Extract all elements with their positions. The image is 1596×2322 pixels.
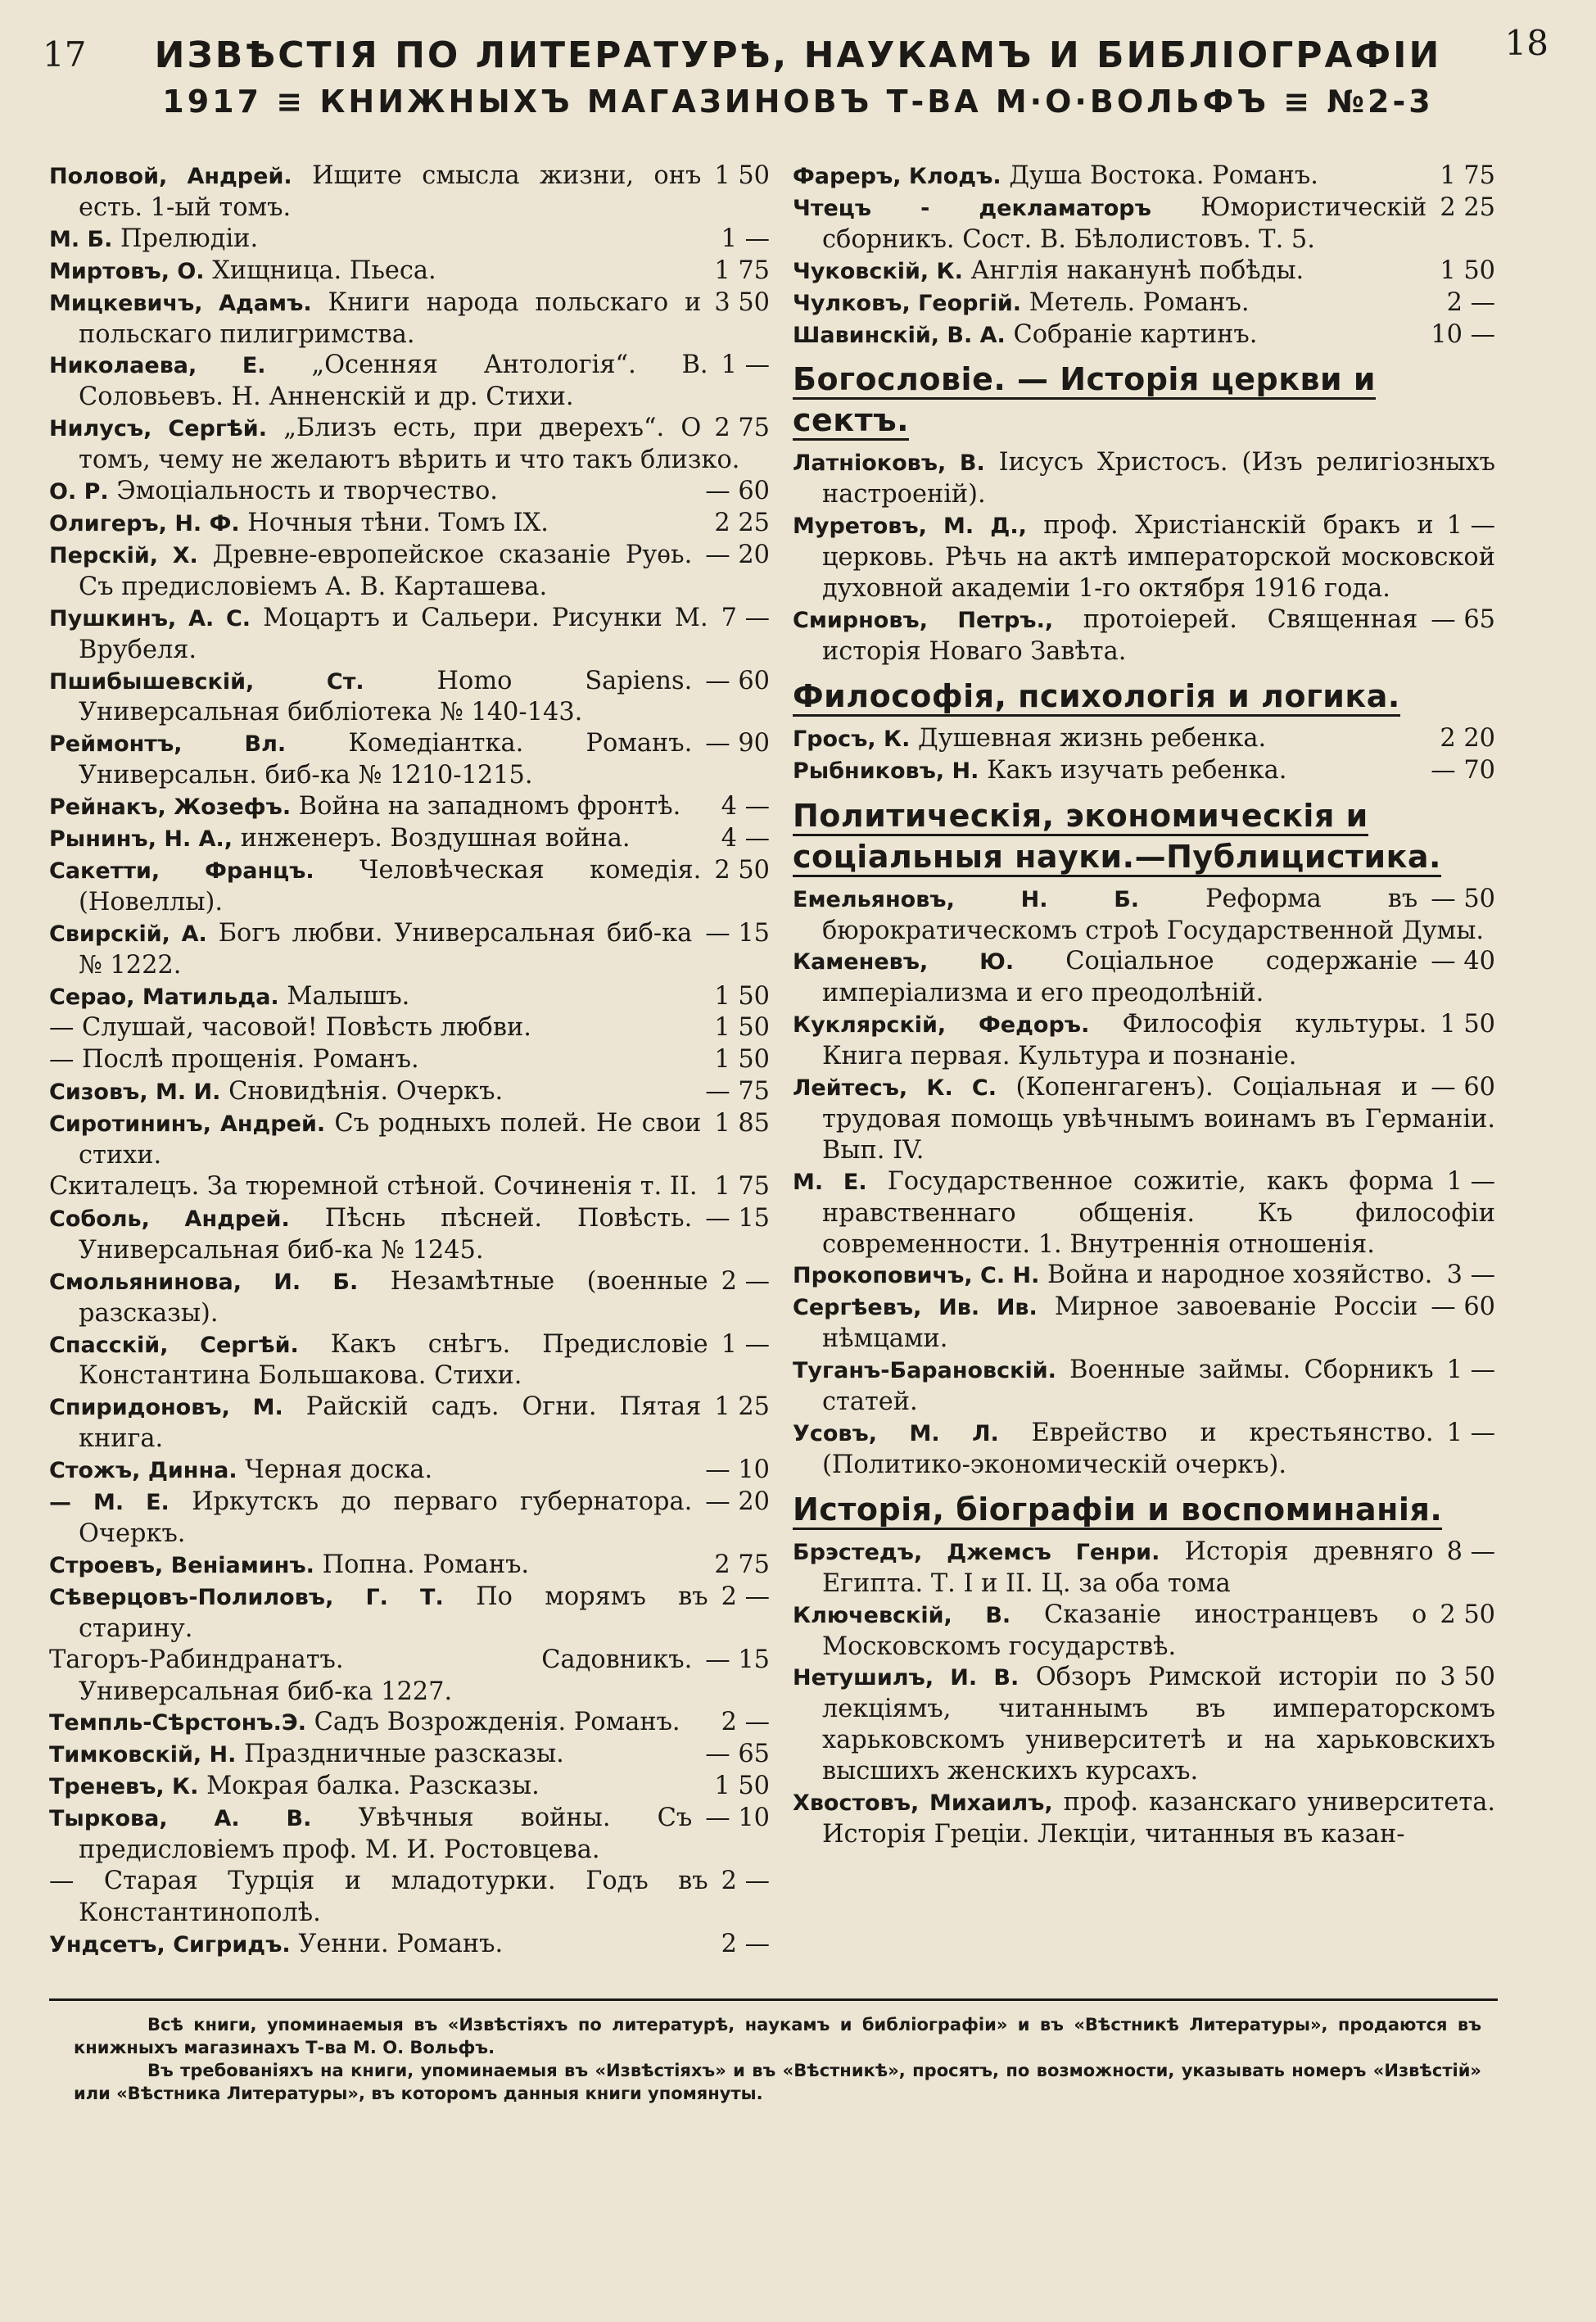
book-entry [793, 447, 1495, 510]
book-author: Пшибышевскій, Ст. [49, 668, 364, 695]
book-author: Сизовъ, М. И. [49, 1080, 221, 1106]
book-entry [49, 1076, 770, 1108]
book-author: М. Б. [49, 226, 113, 252]
book-entry [793, 1260, 1495, 1292]
book-entry [49, 1739, 770, 1771]
book-entry [793, 1166, 1495, 1261]
book-price: 4 — [721, 824, 770, 853]
book-entry [49, 1550, 770, 1582]
book-title: проф. казанскаго университета. Исторія Греціи. Лекціи, читанныя въ казан- [822, 1788, 1496, 1849]
book-author: Латніоковъ, В. [793, 450, 985, 477]
book-title: Собраніе картинъ. [1013, 319, 1258, 349]
book-entry [793, 192, 1495, 256]
book-price: — 15 [705, 1203, 770, 1233]
book-title: Какъ снѣгъ. Предисловіе Константина Большакова. Стихи. [79, 1329, 708, 1391]
book-author: Хвостовъ, Михаилъ, [793, 1790, 1053, 1817]
book-price: — 60 [705, 666, 770, 695]
section-heading-text: Богословіе. — Исторія церкви и сектъ. [793, 361, 1376, 441]
book-entry [49, 350, 770, 413]
book-title: (Копенгагенъ). Соціальная и трудовая помощь увѣчнымъ воинамъ въ Германіи. Вып. IV. [822, 1073, 1495, 1165]
book-entry [793, 946, 1495, 1009]
masthead-title: ИЗВѢСТІЯ ПО ЛИТЕРАТУРѢ, НАУКАМЪ И БИБЛІОГРАФІИ [154, 34, 1442, 76]
book-entry [793, 1292, 1495, 1355]
book-price: 1 50 [1440, 256, 1495, 285]
book-entry [49, 1866, 770, 1929]
book-price: — 90 [705, 729, 770, 758]
book-title: Война и народное хозяйство. [1047, 1261, 1433, 1290]
book-author: Гросъ, К. [793, 726, 911, 752]
book-entry [793, 604, 1495, 668]
right-column [793, 161, 1495, 1850]
book-title: — Послѣ прощенія. Романъ. [49, 1045, 419, 1075]
book-price: 10 — [1431, 319, 1495, 349]
book-title: Ищите смысла жизни, онъ есть. 1-ый томъ. [79, 161, 702, 222]
book-price: 1 50 [1440, 1010, 1495, 1039]
book-title: Праздничные разсказы. [244, 1740, 564, 1769]
book-price: 3 — [1446, 1261, 1495, 1290]
book-author: Миртовъ, О. [49, 258, 205, 284]
book-author: Нилусъ, Сергѣй. [49, 416, 267, 442]
book-entry [793, 510, 1495, 604]
book-entry [793, 256, 1495, 287]
book-title: Уенни. Романъ. [298, 1929, 504, 1958]
book-entry [793, 1662, 1495, 1787]
book-author: Чтецъ - декламаторъ [793, 195, 1151, 221]
book-author: Усовъ, М. Л. [793, 1421, 999, 1446]
book-title: Комедіантка. Романъ. Универсальн. биб-ка № 1210-1215. [79, 729, 693, 790]
book-author: М. Е. [793, 1169, 867, 1195]
book-author: Сергѣевъ, Ив. Ив. [793, 1295, 1038, 1321]
book-title: — Слушай, часовой! Повѣсть любви. [49, 1013, 531, 1043]
book-price: — 15 [705, 918, 770, 948]
book-author: Пушкинъ, А. С. [49, 605, 251, 631]
book-entry [49, 1455, 770, 1487]
book-title: инженеръ. Воздушная война. [240, 824, 631, 853]
section-heading [793, 1489, 1495, 1530]
book-author: Нетушилъ, И. В. [793, 1665, 1020, 1691]
book-title: проф. Христіанскій бракъ и церковь. Рѣчь на актѣ императорской московской духовной академіи 1-го октября 1916 года. [822, 511, 1495, 604]
book-price: — 60 [1431, 1073, 1495, 1102]
book-title: Книги народа польскаго и польскаго пилигримства. [79, 287, 702, 349]
book-title: Моцартъ и Сальери. Рисунки М. Врубеля. [79, 603, 708, 664]
book-author: Сакетти, Францъ. [49, 858, 314, 884]
book-entry [49, 476, 770, 508]
book-title: По морямъ въ старину. [79, 1582, 708, 1643]
book-price: 2 — [721, 1708, 770, 1737]
book-author: Темпль-Сѣрстонъ.Э. [49, 1710, 306, 1736]
book-price: 2 — [1446, 287, 1495, 317]
book-entry [49, 823, 770, 855]
book-price: 1 75 [714, 256, 770, 285]
book-title: Соціальное содержаніе имперіализма и его преодолѣній. [822, 947, 1418, 1008]
book-entry [49, 1392, 770, 1455]
book-author: Каменевъ, Ю. [793, 949, 1015, 975]
book-entry [49, 1044, 770, 1076]
book-entry [49, 1803, 770, 1866]
book-title: Homo Sapiens. Универсальная библіотека № 140-143. [79, 666, 693, 727]
book-entry [49, 1266, 770, 1329]
book-title: Хищница. Пьеса. [212, 256, 436, 285]
book-price: 1 75 [1440, 161, 1495, 190]
book-entry [49, 791, 770, 823]
book-title: Незамѣтные (военные разсказы). [79, 1266, 708, 1328]
book-title: „Близъ есть, при дверехъ“. О томъ, чему не желаютъ вѣрить и что такъ близко. [79, 414, 740, 475]
book-title: Увѣчныя войны. Съ предисловіемъ проф. М. И. Ростовцева. [79, 1804, 693, 1865]
book-price: 3 50 [1440, 1663, 1495, 1692]
book-entry [793, 1600, 1495, 1663]
book-author: Серао, Матильда. [49, 984, 279, 1010]
book-entry [793, 884, 1495, 947]
book-author: Куклярскій, Федоръ. [793, 1012, 1090, 1039]
book-price: 1 — [721, 224, 770, 253]
book-price: 7 — [721, 603, 770, 632]
book-entry [49, 666, 770, 729]
footer-paragraph-1: Всѣ книги, упоминаемыя въ «Извѣстіяхъ по литературѣ, наукамъ и библіографіи» и въ «Вѣстникѣ Литературы», продаются въ книжныхъ магазинахъ Т-ва М. О. Вольфъ. [74, 2015, 1481, 2057]
book-title: Ночныя тѣни. Томъ IX. [247, 508, 549, 537]
book-title: Какъ изучать ребенка. [987, 755, 1287, 785]
book-author: Строевъ, Веніаминъ. [49, 1552, 314, 1578]
book-title: Юмористическій сборникъ. Сост. В. Бѣлолистовъ. Т. 5. [822, 192, 1427, 254]
page-number-right: 18 [1504, 23, 1549, 63]
section-heading [793, 676, 1495, 717]
book-entry [793, 755, 1495, 787]
book-title: — Старая Турція и младотурки. Годъ въ Константинополѣ. [49, 1866, 708, 1927]
book-author: Николаева, Е. [49, 353, 266, 379]
masthead-subtitle: 1917 ≡ КНИЖНЫХЪ МАГАЗИНОВЪ Т-ВА М·О·ВОЛЬФЪ ≡ №2-3 [162, 84, 1434, 120]
book-price: 1 — [1446, 511, 1495, 541]
book-price: 2 50 [714, 855, 770, 885]
book-title: „Осенняя Антологія“. В. Соловьевъ. Н. Анненскій и др. Стихи. [79, 351, 708, 412]
book-author: Муретовъ, М. Д., [793, 514, 1027, 540]
book-price: — 70 [1431, 755, 1495, 785]
book-title: Мирное завоеваніе Россіи нѣмцами. [822, 1292, 1418, 1354]
book-author: Спиридоновъ, М. [49, 1395, 283, 1421]
book-entry [793, 1355, 1495, 1418]
section-heading-text: Исторія, біографіи и воспоминанія. [793, 1491, 1442, 1530]
book-price: 8 — [1446, 1537, 1495, 1566]
book-price: 2 25 [1440, 192, 1495, 222]
book-author: Ключевскій, В. [793, 1602, 1011, 1628]
book-entry [793, 1537, 1495, 1600]
book-author: — М. Е. [49, 1490, 170, 1516]
book-price: 1 75 [714, 1172, 770, 1201]
book-title: Реформа въ бюрократическомъ строѣ Государственной Думы. [822, 884, 1485, 945]
book-price: 2 25 [714, 508, 770, 537]
book-author: Туганъ-Барановскій. [793, 1358, 1056, 1384]
book-author: Фареръ, Клодъ. [793, 164, 1001, 189]
book-price: 1 — [1446, 1419, 1495, 1447]
book-author: Ундсетъ, Сигридъ. [49, 1931, 291, 1958]
book-author: Реймонтъ, Вл. [49, 731, 287, 758]
book-author: Олигеръ, Н. Ф. [49, 510, 240, 536]
book-author: Чуковскій, К. [793, 258, 963, 284]
book-entry [49, 1329, 770, 1392]
book-entry [49, 1771, 770, 1803]
book-entry [49, 1203, 770, 1266]
book-author: Рейнакъ, Жозефъ. [49, 794, 292, 821]
book-price: — 10 [705, 1455, 770, 1485]
book-title: Иркутскъ до перваго губернатора. Очеркъ. [79, 1487, 693, 1548]
book-price: 3 50 [714, 287, 770, 317]
book-title: Пѣснь пѣсней. Повѣсть. Универсальная биб-ка № 1245. [79, 1203, 693, 1265]
book-author: Смольянинова, И. Б. [49, 1269, 359, 1295]
book-entry [49, 1707, 770, 1739]
book-price: — 65 [705, 1740, 770, 1769]
book-price: 1 25 [714, 1392, 770, 1422]
book-price: 2 — [721, 1929, 770, 1958]
book-price: 1 50 [714, 161, 770, 190]
book-author: Свирскій, А. [49, 921, 207, 947]
book-price: — 60 [1431, 1292, 1495, 1322]
left-column [49, 161, 770, 1961]
book-title: Эмоціальность и творчество. [116, 477, 498, 506]
book-title: Богъ любви. Универсальная биб-ка № 1222. [79, 918, 693, 980]
book-author: Лейтесъ, К. С. [793, 1075, 997, 1102]
book-author: Мицкевичъ, Адамъ. [49, 290, 312, 316]
book-entry [793, 319, 1495, 351]
book-author: Соболь, Андрей. [49, 1206, 290, 1232]
book-title: Война на западномъ фронтѣ. [298, 792, 681, 822]
book-entry [49, 1487, 770, 1550]
book-title: Душевная жизнь ребенка. [918, 723, 1267, 753]
book-entry [49, 287, 770, 351]
book-entry [49, 1171, 770, 1203]
book-title: Попна. Романъ. [322, 1550, 530, 1579]
book-entry [49, 413, 770, 476]
book-price: 1 — [1446, 1166, 1495, 1196]
book-author: Брэстедъ, Джемсъ Генри. [793, 1539, 1160, 1565]
footer-note [74, 2013, 1481, 2105]
book-title: Райскій садъ. Огни. Пятая книга. [79, 1392, 702, 1454]
book-title: Государственное сожитіе, какъ форма нравственнаго общенія. Къ философіи современности. 1. Внутреннія отношенія. [822, 1166, 1495, 1259]
book-title: Съ родныхъ полей. Не свои стихи. [79, 1109, 702, 1170]
book-title: Древне-европейское сказаніе Руѳь. Съ предисловіемъ А. В. Карташева. [79, 540, 693, 601]
book-price: 1 50 [714, 981, 770, 1011]
book-title: Метель. Романъ. [1029, 287, 1250, 317]
book-title: Исторія древняго Египта. Т. I и II. Ц. за оба тома [822, 1537, 1434, 1598]
book-entry [49, 1108, 770, 1171]
book-entry [49, 1929, 770, 1961]
book-price: 1 50 [714, 1045, 770, 1075]
book-price: — 40 [1431, 947, 1495, 976]
book-author: Рынинъ, Н. А., [49, 826, 233, 853]
book-entry [793, 287, 1495, 319]
book-title: Мокрая балка. Разсказы. [206, 1772, 540, 1801]
book-author: Стожъ, Динна. [49, 1458, 237, 1484]
page-number-left: 17 [43, 34, 87, 75]
book-price: 1 — [721, 1329, 770, 1359]
book-price: — 15 [705, 1645, 770, 1674]
book-price: 2 — [721, 1866, 770, 1895]
book-price: — 75 [705, 1077, 770, 1107]
book-title: Сновидѣнія. Очеркъ. [228, 1077, 504, 1107]
book-author: Перскій, Х. [49, 542, 198, 568]
section-heading [793, 359, 1495, 441]
book-author: Рыбниковъ, Н. [793, 758, 979, 784]
book-entry [793, 161, 1495, 192]
book-author: Треневъ, К. [49, 1774, 199, 1800]
book-price: 1 50 [714, 1013, 770, 1043]
book-price: — 20 [705, 1487, 770, 1517]
book-price: 2 — [721, 1582, 770, 1611]
book-author: Тимковскій, Н. [49, 1742, 237, 1768]
book-title: Малышъ. [287, 981, 410, 1011]
book-title: Человѣческая комедія. (Новеллы). [79, 855, 702, 917]
book-price: — 20 [705, 540, 770, 569]
book-title: Садъ Возрожденія. Романъ. [314, 1708, 680, 1737]
book-price: 4 — [721, 792, 770, 822]
book-entry [793, 1009, 1495, 1072]
book-title: Еврейство и крестьянство. (Политико-экономическій очеркъ). [822, 1419, 1434, 1479]
book-price: 2 50 [1440, 1600, 1495, 1629]
book-author: Прокоповичъ, С. Н. [793, 1263, 1040, 1289]
book-title: Философія культуры. Книга первая. Культура и познаніе. [822, 1010, 1427, 1071]
book-price: — 50 [1431, 884, 1495, 913]
book-title: Военные займы. Сборникъ статей. [822, 1356, 1434, 1417]
book-entry [49, 1645, 770, 1708]
book-author: Смирновъ, Петръ., [793, 607, 1054, 633]
masthead [98, 33, 1498, 124]
book-entry [49, 224, 770, 256]
book-author: О. Р. [49, 479, 109, 505]
book-author: Сиротининъ, Андрей. [49, 1111, 326, 1138]
footer-paragraph-2: Въ требованіяхъ на книги, упоминаемыя въ «Извѣстіяхъ» и въ «Вѣстникѣ», просятъ, по возможности, указывать номеръ «Извѣстій» или «Вѣстника Литературы», въ которомъ данныя книги упомянуты. [74, 2061, 1481, 2103]
book-title: Обзоръ Римской исторіи по лекціямъ, читаннымъ въ императорскомъ харьковскомъ университетѣ и на харьковскихъ высшихъ женскихъ курсахъ. [822, 1663, 1495, 1786]
book-title: Тагоръ-Рабиндранатъ. Садовникъ. Универсальная биб-ка 1227. [49, 1645, 693, 1706]
book-entry [793, 723, 1495, 755]
book-entry [49, 603, 770, 666]
book-title: Черная доска. [245, 1455, 433, 1485]
book-title: Прелюдіи. [120, 224, 259, 253]
section-heading-text: Политическія, экономическія и соціальныя науки.—Публицистика. [793, 798, 1441, 877]
book-author: Спасскій, Сергѣй. [49, 1332, 299, 1358]
book-price: 2 75 [714, 414, 770, 443]
book-price: — 65 [1431, 604, 1495, 634]
book-price: 1 85 [714, 1109, 770, 1138]
book-price: 2 20 [1440, 723, 1495, 753]
footer-rule [49, 1998, 1498, 2001]
book-price: 1 50 [714, 1772, 770, 1801]
book-title: протоіерей. Священная исторія Новаго Завѣта. [822, 604, 1418, 666]
book-entry [49, 1012, 770, 1044]
book-entry [793, 1418, 1495, 1481]
book-entry [49, 728, 770, 791]
book-entry [49, 256, 770, 287]
book-entry [49, 1582, 770, 1645]
book-title: Скиталецъ. За тюремной стѣной. Сочиненія т. II. [49, 1172, 698, 1201]
book-entry [49, 855, 770, 918]
section-heading-text: Философія, психологія и логика. [793, 678, 1400, 717]
book-entry [49, 918, 770, 981]
book-author: Тыркова, А. В. [49, 1806, 312, 1832]
book-price: 2 — [721, 1266, 770, 1296]
book-title: Сказаніе иностранцевъ о Московскомъ государствѣ. [822, 1600, 1427, 1661]
book-author: Сѣверцовъ-Полиловъ, Г. Т. [49, 1584, 444, 1610]
book-entry [49, 161, 770, 224]
book-author: Шавинскій, В. А. [793, 322, 1006, 348]
book-entry [49, 508, 770, 540]
book-title: Іисусъ Христосъ. (Изъ религіозныхъ настроеній). [822, 448, 1495, 509]
book-price: 2 75 [714, 1550, 770, 1579]
book-title: Англія наканунѣ побѣды. [970, 256, 1304, 285]
book-author: Половой, Андрей. [49, 164, 292, 189]
book-price: — 10 [705, 1804, 770, 1833]
book-price: 1 — [721, 351, 770, 380]
book-price: 1 — [1446, 1356, 1495, 1385]
book-entry [49, 981, 770, 1013]
book-title: Душа Востока. Романъ. [1009, 161, 1318, 190]
book-author: Емельяновъ, Н. Б. [793, 886, 1140, 912]
book-author: Чулковъ, Георгій. [793, 290, 1022, 316]
book-entry [49, 540, 770, 603]
book-entry [793, 1072, 1495, 1166]
book-price: — 60 [705, 477, 770, 506]
book-entry [793, 1787, 1495, 1850]
section-heading [793, 795, 1495, 877]
